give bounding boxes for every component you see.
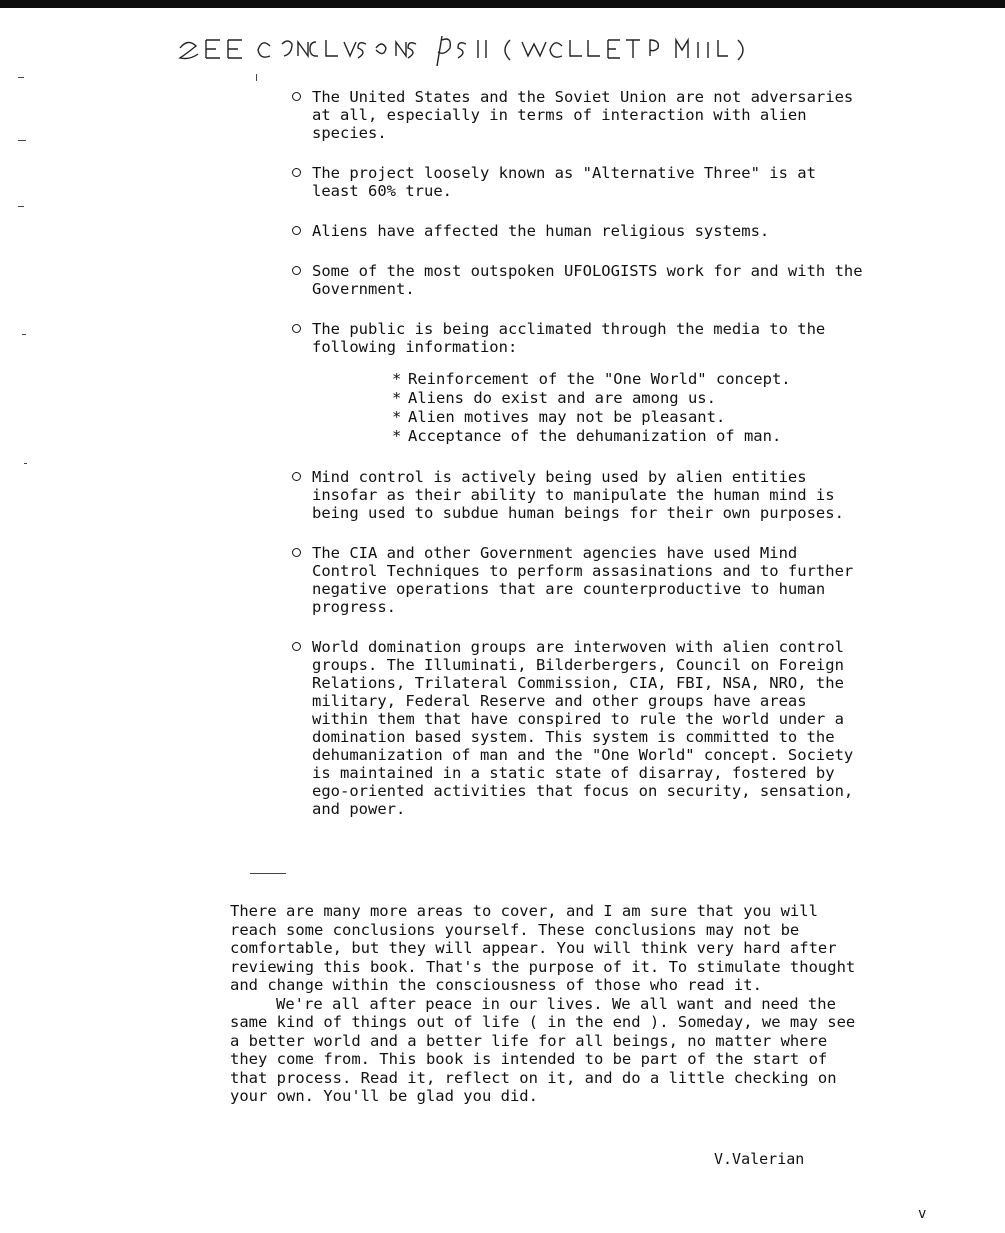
- scan-speck: [18, 77, 24, 78]
- scan-speck: [24, 463, 27, 464]
- list-item: [290, 164, 870, 200]
- scan-speck: [18, 206, 24, 207]
- scan-speck: [18, 140, 26, 141]
- list-item-text: Mind control is actively being used by alien entities insofar as their ability to manipulate the human mind is being used to subdue human beings for their own purposes.: [312, 468, 844, 522]
- sub-list: [392, 370, 870, 446]
- list-item: [290, 468, 870, 522]
- list-item-text: Some of the most outspoken UFOLOGISTS work for and with the Government.: [312, 262, 863, 298]
- conclusions-list: [290, 88, 870, 840]
- list-item: [290, 88, 870, 142]
- scan-speck: [256, 74, 257, 81]
- list-item-text: The CIA and other Government agencies have used Mind Control Techniques to perform assasinations and to further negative operations that are counterproductive to human progress.: [312, 544, 854, 616]
- closing-paragraph: There are many more areas to cover, and I am sure that you will reach some conclusions yourself. These conclusions may not be comfortable, but they will appear. You will think very hard after reviewing this book. That's the purpose of it. To stimulate thought and change within the consciousness of those who read it.: [230, 902, 856, 994]
- list-item: [290, 222, 870, 240]
- scan-speck: [250, 873, 286, 874]
- scan-top-edge: [0, 0, 1005, 8]
- author-signature: V.Valerian: [714, 1150, 805, 1168]
- list-item: [290, 638, 870, 818]
- list-item: [290, 544, 870, 616]
- closing-paragraph: We're all after peace in our lives. We all want and need the same kind of things out of life ( in the end ). Someday, we may see a better world and a better life for all beings, no matter where they come from. This book is intended to be part of the start of that process. Read it, reflect on it, and do a little checking on your own. You'll be glad you did.: [230, 994, 856, 1105]
- sub-item: * Alien motives may not be pleasant.: [392, 408, 870, 427]
- list-item: [290, 262, 870, 298]
- page-number: v: [918, 1206, 927, 1222]
- scan-speck: [22, 334, 26, 335]
- sub-item: * Aliens do exist and are among us.: [392, 389, 870, 408]
- list-item-text: World domination groups are interwoven with alien control groups. The Illuminati, Bilderbergers, Council on Foreign Relations, Trilateral Commission, CIA, FBI, NSA, NRO, the military, Federal Reserve and other groups have areas within them that have conspired to rule the world under a domination based system. This system is committed to the dehumanization of man and the "One World" concept. Society is maintained in a static state of disarray, fostered by ego-oriented activities that focus on security, sensation, and power.: [312, 638, 854, 818]
- list-item-text: Aliens have affected the human religious systems.: [312, 222, 770, 240]
- list-item: [290, 320, 870, 446]
- list-item-text: The United States and the Soviet Union are not adversaries at all, especially in terms of interaction with alien species.: [312, 88, 854, 142]
- handwritten-annotation: [170, 26, 770, 66]
- list-item-text: The project loosely known as "Alternative Three" is at least 60% true.: [312, 164, 816, 200]
- list-item-text: The public is being acclimated through the media to the following information:: [312, 320, 826, 356]
- sub-item: * Acceptance of the dehumanization of man.: [392, 427, 870, 446]
- closing-text: [230, 902, 870, 1106]
- sub-item: * Reinforcement of the "One World" concept.: [392, 370, 870, 389]
